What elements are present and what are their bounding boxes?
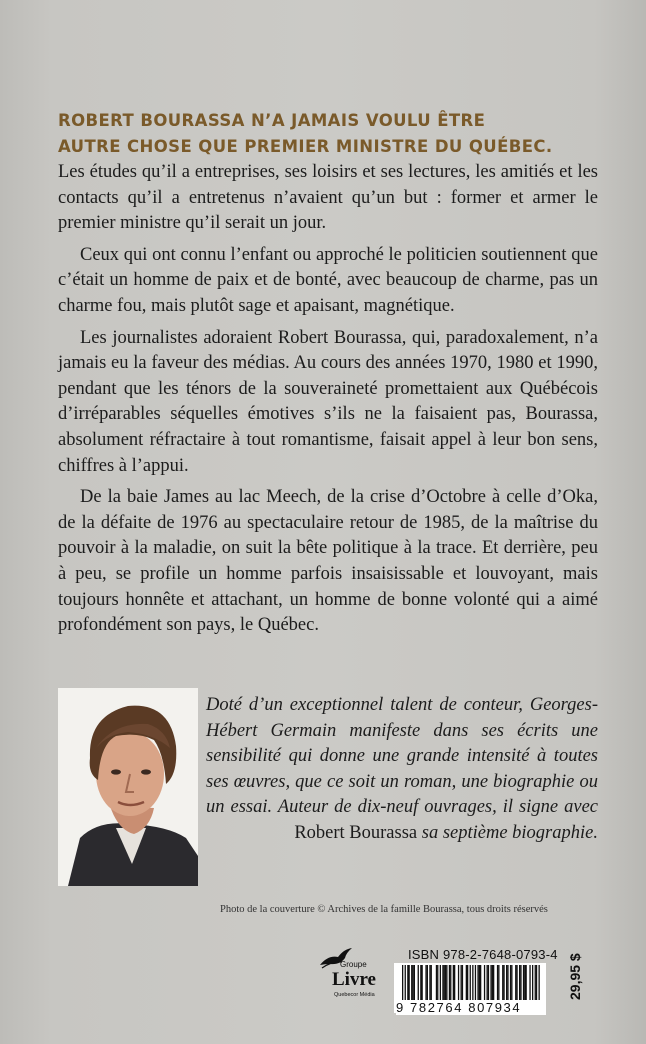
barcode-bar	[493, 965, 494, 1001]
barcode-bar	[490, 965, 491, 1001]
barcode-bar	[497, 965, 498, 1001]
barcode-bars	[394, 963, 546, 1001]
author-bio-part-1: Doté d’un exceptionnel talent de conteur, Georges-Hébert Germain manifeste dans ses écrits une sensibilité qui donne une grande intensité à toutes ses œuvres, que ce soit un roman, une biographie ou un essai. Auteur de dix-neuf ouvrages, il signe avec	[206, 695, 598, 818]
publisher-livre: Livre	[332, 969, 376, 990]
barcode-bar	[446, 965, 447, 1001]
barcode-bar	[412, 965, 413, 1001]
barcode-bar	[506, 965, 507, 1001]
barcode-bar	[414, 965, 415, 1001]
barcode-bar	[480, 965, 481, 1001]
barcode-bar	[437, 965, 438, 1001]
author-bio	[206, 693, 598, 847]
barcode-bar	[516, 965, 517, 1001]
barcode-digits: 9 782764 807934	[396, 1000, 546, 1015]
barcode-bar	[477, 965, 478, 1001]
barcode-bar	[425, 965, 426, 1001]
barcode-bar	[462, 965, 463, 1001]
headline-line-2: AUTRE CHOSE QUE PREMIER MINISTRE DU QUÉBEC.	[58, 137, 553, 156]
blurb-paragraph: Les journalistes adoraient Robert Bourassa, qui, paradoxalement, n’a jamais eu la faveur des médias. Au cours des années 1970, 1980 et 1990, pendant que les ténors de la souveraineté promettaient aux Québécois d’irréparables séquelles émotives s’ils ne la faisaient pas, Bourassa, absolument réfractaire à tout romantisme, faisait appel à leur bon sens, chiffres à l’appui.	[58, 327, 598, 476]
barcode-bar	[526, 965, 527, 1001]
barcode-bar	[458, 965, 459, 1001]
photo-credit: Photo de la couverture © Archives de la famille Bourassa, tous droits réservés	[220, 904, 548, 915]
blurb-paragraph: De la baie James au lac Meech, de la crise d’Octobre à celle d’Oka, de la défaite de 1976 au spectaculaire retour de 1985, de la maîtrise du pouvoir à la maladie, on suit la bête politique à la trace. Et derrière, peu à peu, se profile un homme parfois insaisissable et louvoyant, mais toujours honnête et attachant, un homme de bonne volonté qui a aimé profondément son pays, le Québec.	[58, 487, 598, 636]
barcode-bar	[429, 965, 430, 1001]
barcode-bar	[488, 965, 489, 1001]
barcode-bar	[444, 965, 445, 1001]
barcode-bar	[532, 965, 533, 1001]
barcode-bar	[472, 965, 473, 1001]
barcode-bar	[411, 965, 412, 1001]
barcode-bar	[487, 965, 488, 1001]
barcode-bar	[479, 965, 480, 1001]
barcode-bar	[475, 965, 476, 1001]
barcode-bar	[461, 965, 462, 1001]
barcode-bar	[440, 965, 441, 1001]
publisher-quebecor: Quebecor Média	[334, 992, 375, 998]
barcode-bar	[427, 965, 428, 1001]
barcode-bar	[535, 965, 536, 1001]
barcode-bar	[510, 965, 511, 1001]
barcode-bar	[529, 965, 530, 1001]
barcode-bar	[467, 965, 468, 1001]
barcode-bar	[442, 965, 443, 1001]
barcode-bar	[405, 965, 406, 1001]
barcode-bar	[466, 965, 467, 1001]
barcode-bar	[431, 965, 432, 1001]
barcode-bar	[498, 965, 499, 1001]
headline-line-1: ROBERT BOURASSA N’A JAMAIS VOULU ÊTRE	[58, 111, 486, 130]
barcode-bar	[524, 965, 525, 1001]
blurb	[58, 160, 598, 639]
barcode-bar	[507, 965, 508, 1001]
barcode-bar	[523, 965, 524, 1001]
barcode-bar	[503, 965, 504, 1001]
publisher-groupe: Groupe	[340, 960, 367, 969]
author-bio-part-2: sa septième biographie.	[417, 822, 598, 843]
barcode-bar	[422, 965, 423, 1001]
barcode-bar	[492, 965, 493, 1001]
blurb-paragraph: Ceux qui ont connu l’enfant ou approché le politicien soutiennent que c’était un homme de paix et de bonté, avec beaucoup de charme, pas un charme fou, mais plutôt sage et apaisant, magnétique.	[58, 244, 598, 316]
book-title: Robert Bourassa	[294, 822, 418, 843]
price: 29,95 $	[567, 953, 583, 1000]
blurb-paragraph: Les études qu’il a entreprises, ses loisirs et ses lectures, les amitiés et les contacts qu’il a entretenus n’avaient qu’un but : former et armer le premier ministre qu’il serait un jour.	[58, 162, 598, 234]
barcode-bar	[515, 965, 516, 1001]
barcode-bar	[407, 965, 408, 1001]
barcode-bar	[409, 965, 410, 1001]
barcode-bar	[418, 965, 419, 1001]
barcode-bar	[436, 965, 437, 1001]
publisher-logo	[318, 947, 376, 1011]
barcode-bar	[502, 965, 503, 1001]
author-photo	[58, 688, 198, 886]
barcode-bar	[454, 965, 455, 1001]
barcode-bar	[445, 965, 446, 1001]
barcode-bar	[520, 965, 521, 1001]
barcode-bar	[470, 965, 471, 1001]
barcode-bar	[420, 965, 421, 1001]
barcode-bar	[484, 965, 485, 1001]
isbn: ISBN 978-2-7648-0793-4	[408, 947, 558, 962]
barcode-bar	[453, 965, 454, 1001]
barcode-bar	[449, 965, 450, 1001]
barcode-bar	[519, 965, 520, 1001]
headline	[58, 108, 598, 160]
barcode-bar	[511, 965, 512, 1001]
barcode-bar	[539, 965, 540, 1001]
barcode-bar	[402, 965, 403, 1001]
barcode-bar	[450, 965, 451, 1001]
barcode-bar	[536, 965, 537, 1001]
